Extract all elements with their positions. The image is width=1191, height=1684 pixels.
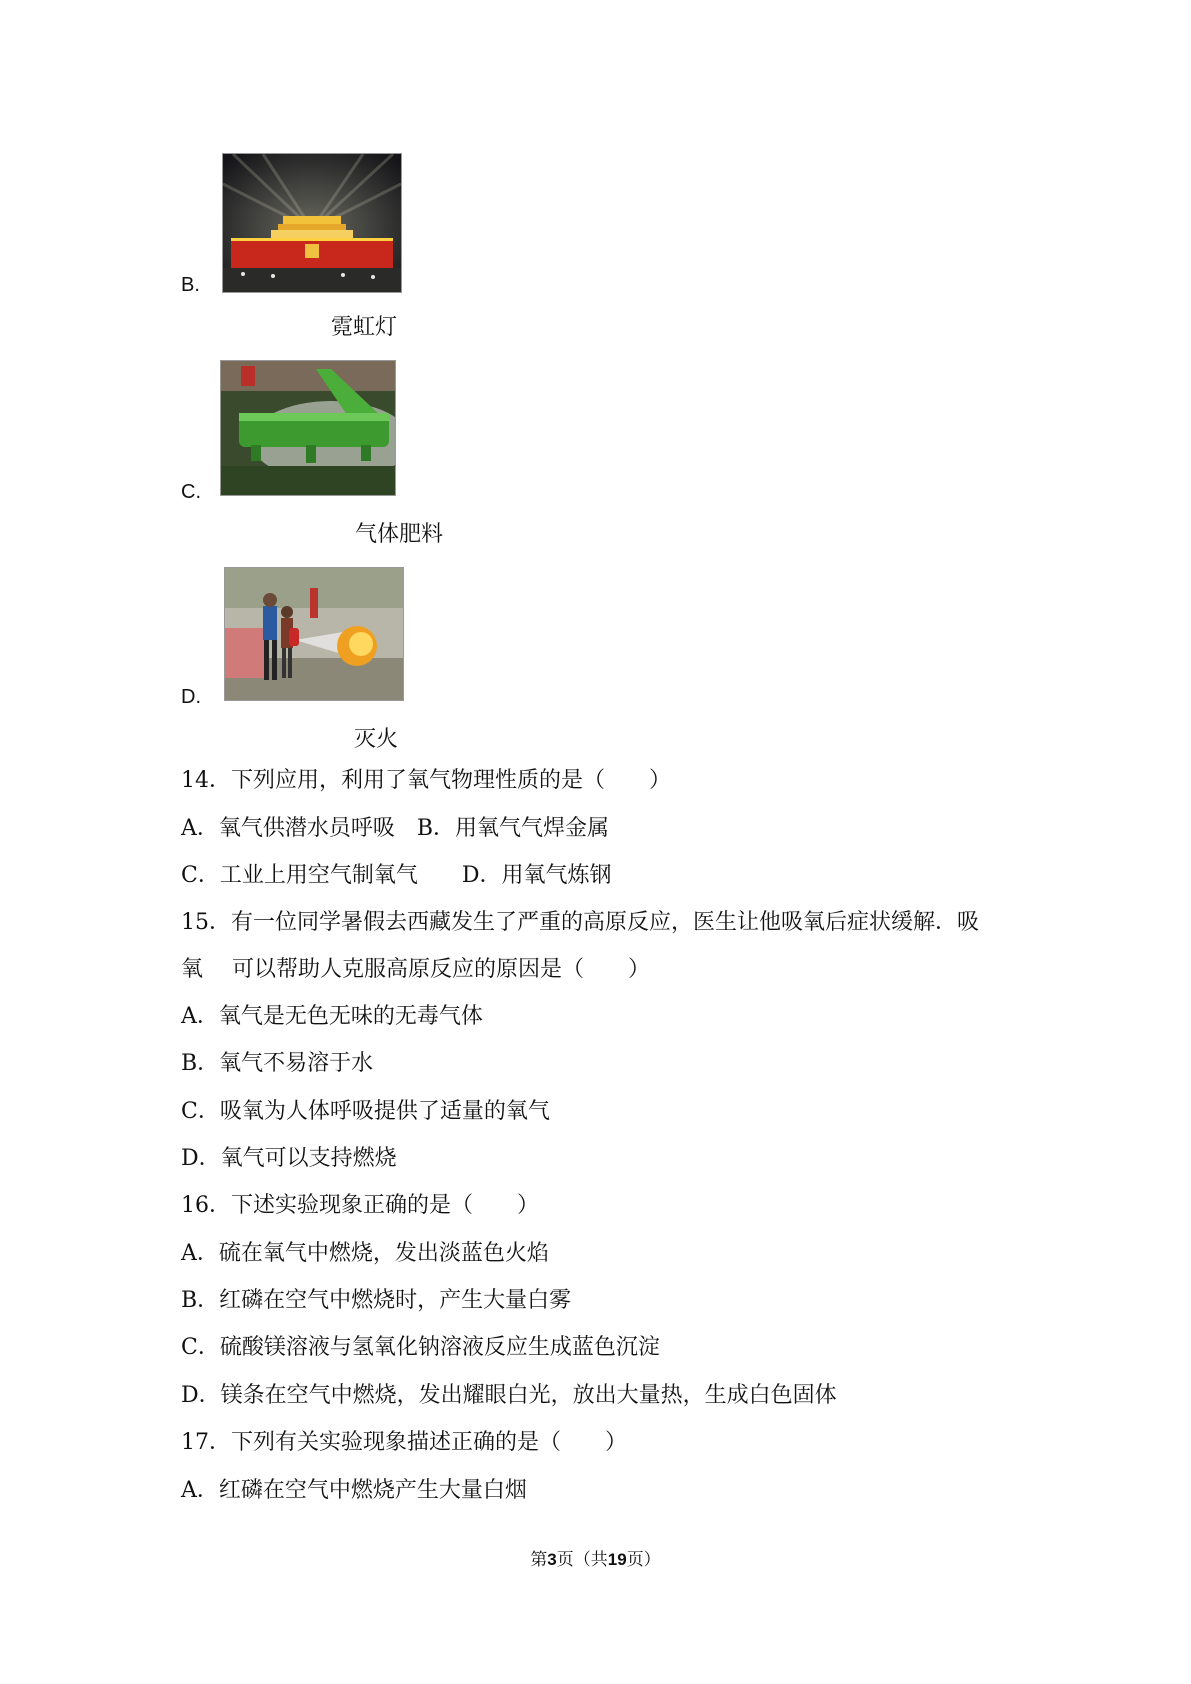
q14-options-line1: A．氧气供潜水员呼吸 B．用氧气气焊金属: [181, 816, 610, 841]
option-c-label: C.: [181, 481, 201, 503]
q16-option-d: D．镁条在空气中燃烧，发出耀眼白光，放出大量热，生成白色固体: [181, 1383, 837, 1408]
q15-option-d: D．氧气可以支持燃烧: [181, 1146, 397, 1171]
option-d-caption: 灭火: [354, 727, 399, 752]
q16-option-b: B．红磷在空气中燃烧时，产生大量白雾: [181, 1288, 572, 1313]
option-b-caption: 霓虹灯: [331, 315, 398, 340]
option-c-caption: 气体肥料: [355, 522, 444, 547]
q15-stem-line2: 氧 可以帮助人克服高原反应的原因是（ ）: [181, 957, 650, 982]
q14-stem: 14．下列应用，利用了氧气物理性质的是（ ）: [181, 768, 671, 793]
footer-page-number: 3: [547, 1550, 557, 1569]
q16-stem: 16．下述实验现象正确的是（ ）: [181, 1193, 539, 1218]
option-b-label: B.: [181, 274, 200, 296]
q15-stem-line1: 15．有一位同学暑假去西藏发生了严重的高原反应，医生让他吸氧后症状缓解．吸: [181, 910, 979, 935]
q15-option-a: A．氧气是无色无味的无毒气体: [181, 1004, 483, 1029]
q16-option-c: C．硫酸镁溶液与氢氧化钠溶液反应生成蓝色沉淀: [181, 1335, 660, 1360]
page-footer: [0, 1545, 1191, 1570]
q15-option-c: C．吸氧为人体呼吸提供了适量的氧气: [181, 1099, 550, 1124]
neon-lights-image: [222, 153, 402, 293]
q15-option-b: B．氧气不易溶于水: [181, 1051, 374, 1076]
footer-prefix: 第: [530, 1550, 548, 1570]
fire-extinguishing-image: [224, 567, 404, 701]
q17-stem: 17．下列有关实验现象描述正确的是（ ）: [181, 1430, 627, 1455]
q14-options-line2: C．工业上用空气制氧气 D．用氧气炼钢: [181, 863, 612, 888]
q17-option-a: A．红磷在空气中燃烧产生大量白烟: [181, 1478, 527, 1503]
footer-suffix: 页）: [626, 1550, 661, 1570]
q16-option-a: A．硫在氧气中燃烧，发出淡蓝色火焰: [181, 1241, 549, 1266]
gas-fertilizer-image: [220, 360, 396, 496]
option-d-label: D.: [181, 686, 201, 708]
footer-total-pages: 19: [607, 1550, 627, 1569]
footer-middle: 页（共: [556, 1550, 608, 1570]
